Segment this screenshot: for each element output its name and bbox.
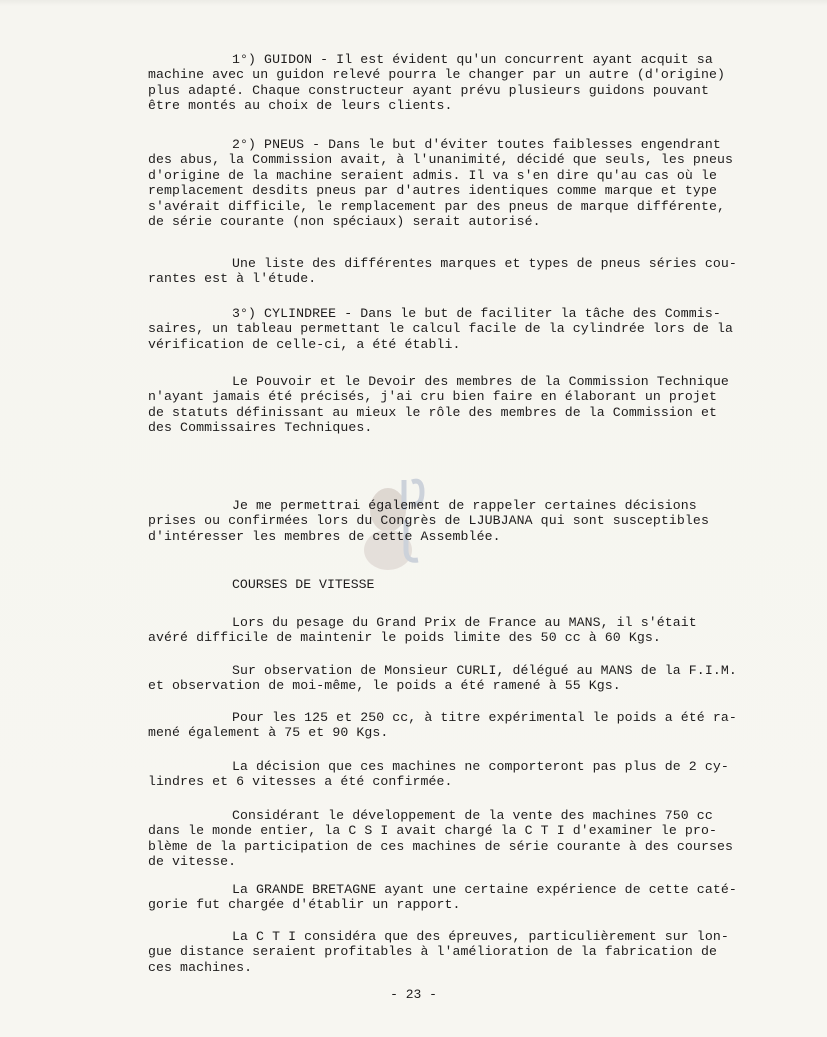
paragraph-guidon: 1°) GUIDON - Il est évident qu'un concurrent ayant acquit sa machine avec un guidon relevé pourra le changer par un autre (d'origine) plus adapté. Chaque constructeur ayant prévu plusieurs guidons pouvant être montés au choix de leurs clients.: [148, 52, 725, 114]
paragraph-750cc: Considérant le développement de la vente des machines 750 cc dans le monde entier, la C S I avait chargé la C T I d'examiner le pro- blème de la participation de ces machines de série courante à des courses de vitesse.: [148, 808, 734, 870]
section-heading: COURSES DE VITESSE: [232, 577, 375, 592]
paragraph-cti: La C T I considéra que des épreuves, particulièrement sur lon- gue distance seraient profitables à l'amélioration de la fabrication de ces machines.: [148, 929, 729, 975]
page-number: - 23 -: [390, 987, 437, 1002]
paragraph-curli: Sur observation de Monsieur CURLI, délégué au MANS de la F.I.M. et observation de moi-même, le poids a été ramené à 55 Kgs.: [148, 663, 737, 694]
paragraph-ljubjana: Je me permettrai également de rappeler certaines décisions prises ou confirmées lors du Congrès de LJUBJANA qui sont susceptibles d'intéresser les membres de cette Assemblée.: [148, 498, 709, 544]
paragraph-pneus: 2°) PNEUS - Dans le but d'éviter toutes faiblesses engendrant des abus, la Commission avait, à l'unanimité, décidé que seuls, les pneus d'origine de la machine seraient admis. Il va s'en dire qu'au cas où le remplacement desdits pneus par d'autres identiques comme marque et type s'avérait difficile, le remplacement par des pneus de marque différente, de série courante (non spéciaux) serait autorisé.: [148, 137, 734, 230]
paragraph-grande-bretagne: La GRANDE BRETAGNE ayant une certaine expérience de cette caté- gorie fut chargée d'établir un rapport.: [148, 882, 737, 913]
paragraph-liste-pneus: Une liste des différentes marques et types de pneus séries cou- rantes est à l'étude.: [148, 256, 737, 287]
paragraph-cylindres: La décision que ces machines ne comporteront pas plus de 2 cy- lindres et 6 vitesses a été confirmée.: [148, 759, 729, 790]
paragraph-pesage: Lors du pesage du Grand Prix de France au MANS, il s'était avéré difficile de maintenir le poids limite des 50 cc à 60 Kgs.: [148, 615, 697, 646]
paragraph-pouvoir-devoir: Le Pouvoir et le Devoir des membres de la Commission Technique n'ayant jamais été précisés, j'ai cru bien faire en élaborant un projet de statuts définissant au mieux le rôle des membres de la Commission et des Commissaires Techniques.: [148, 374, 729, 436]
paragraph-cylindree: 3°) CYLINDREE - Dans le but de faciliter la tâche des Commis- saires, un tableau permettant le calcul facile de la cylindrée lors de la vérification de celle-ci, a été établi.: [148, 306, 734, 352]
paragraph-125-250: Pour les 125 et 250 cc, à titre expérimental le poids a été ra- mené également à 75 et 90 Kgs.: [148, 710, 737, 741]
